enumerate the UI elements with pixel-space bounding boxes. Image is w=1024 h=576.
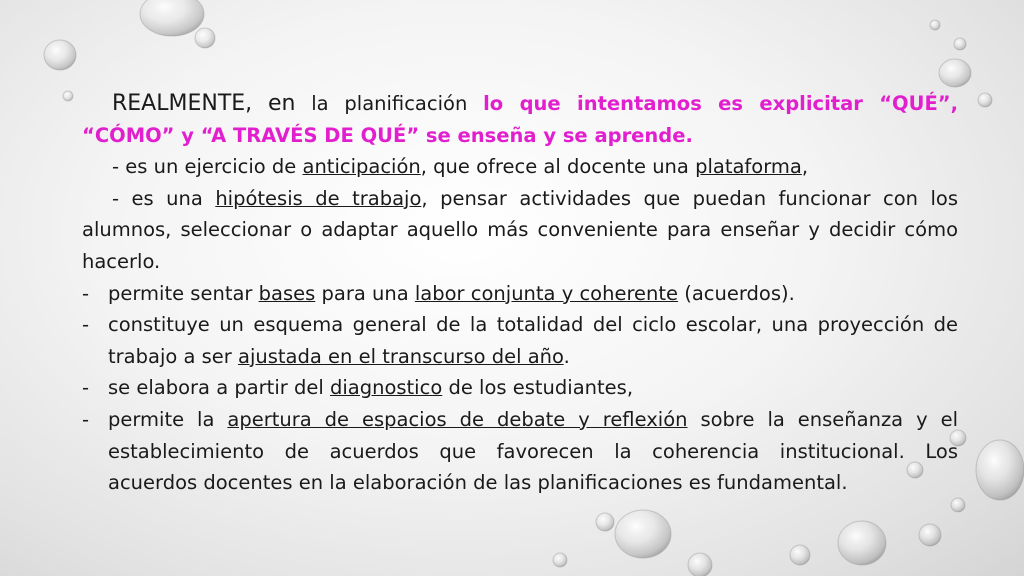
droplet bbox=[951, 498, 965, 512]
underlined-apertura: apertura de espacios de debate y reflexión bbox=[227, 407, 688, 431]
bullet-text bbox=[108, 309, 958, 372]
bullet-text bbox=[108, 372, 958, 404]
droplet bbox=[919, 524, 941, 546]
underlined-anticipacion: anticipación bbox=[302, 155, 421, 179]
highlight-text-2: “CÓMO” y “A TRAVÉS DE QUÉ” se enseña y se aprende. bbox=[82, 123, 693, 147]
bullet-dash: - bbox=[82, 376, 90, 400]
point-hipotesis-line-1 bbox=[82, 183, 958, 215]
droplet bbox=[63, 91, 73, 101]
intro-realmente: REALMENTE, bbox=[112, 91, 253, 116]
underlined-diagnostico: diagnostico bbox=[329, 376, 443, 400]
droplet bbox=[976, 440, 1024, 500]
underlined-hipotesis: hipótesis de trabajo bbox=[215, 186, 422, 210]
text-segment: (acuerdos). bbox=[684, 281, 795, 305]
point-hipotesis-line-2: alumnos, seleccionar o adaptar aquello más conveniente para enseñar y decidir cómo bbox=[82, 218, 958, 242]
text-segment: - es un ejercicio de bbox=[112, 155, 297, 179]
droplet bbox=[954, 38, 966, 50]
bullet-apertura-line-2: establecimiento de acuerdos que favorecen la coherencia institucional. Los bbox=[108, 439, 958, 463]
droplet bbox=[939, 59, 971, 87]
droplet bbox=[553, 553, 567, 567]
bullet-bases bbox=[82, 278, 958, 310]
droplet bbox=[978, 93, 992, 107]
underlined-ajustada: ajustada en el transcurso del año bbox=[238, 344, 564, 368]
bullet-text bbox=[108, 278, 958, 310]
text-segment: sobre la enseñanza y el bbox=[700, 407, 958, 431]
bullet-apertura-line-3: acuerdos docentes en la elaboración de las planificaciones es fundamental. bbox=[108, 471, 848, 495]
bullet-dash: - bbox=[82, 407, 90, 431]
droplet bbox=[195, 28, 215, 48]
text-segment: , pensar actividades que puedan funcionar con los bbox=[421, 186, 959, 210]
intro-line-1 bbox=[82, 88, 958, 120]
text-segment: permite la bbox=[108, 407, 215, 431]
droplet bbox=[44, 40, 76, 70]
droplet bbox=[615, 510, 671, 558]
bullet-dash: - bbox=[82, 281, 90, 305]
bullet-esquema-line-1: constituye un esquema general de la totalidad del ciclo escolar, una proyección de bbox=[108, 313, 958, 337]
bullet-esquema-line-2 bbox=[108, 341, 958, 373]
bullet-apertura-line-1 bbox=[108, 404, 958, 436]
underlined-labor-conjunta: labor conjunta y coherente bbox=[414, 281, 679, 305]
slide-body bbox=[82, 88, 958, 499]
droplet bbox=[688, 553, 712, 576]
text-segment: trabajo a ser bbox=[108, 344, 232, 368]
droplet bbox=[140, 0, 204, 36]
text-segment: - es una bbox=[112, 186, 203, 210]
droplet bbox=[790, 545, 810, 565]
droplet bbox=[930, 20, 940, 30]
bullet-apertura bbox=[82, 404, 958, 499]
text-segment: de los estudiantes, bbox=[448, 376, 634, 400]
bullet-esquema bbox=[82, 309, 958, 372]
bullet-text bbox=[108, 404, 958, 499]
text-segment: para una bbox=[321, 281, 409, 305]
bullet-dash: - bbox=[82, 313, 90, 337]
underlined-bases: bases bbox=[258, 281, 316, 305]
point-anticipacion bbox=[82, 151, 958, 183]
intro-planificacion: la planificación bbox=[311, 92, 468, 115]
text-segment: , que ofrece al docente una bbox=[420, 155, 689, 179]
droplet bbox=[838, 521, 886, 565]
text-segment: , bbox=[801, 155, 809, 179]
text-segment: se elabora a partir del bbox=[108, 376, 324, 400]
droplet bbox=[596, 513, 614, 531]
point-hipotesis-line-3: hacerlo. bbox=[82, 249, 161, 273]
text-segment: . bbox=[563, 344, 570, 368]
highlight-text-1: lo que intentamos es explicitar “QUÉ”, bbox=[483, 92, 959, 115]
intro-en: en bbox=[267, 91, 296, 116]
bullet-diagnostico bbox=[82, 372, 958, 404]
text-segment: permite sentar bbox=[108, 281, 253, 305]
underlined-plataforma: plataforma bbox=[695, 155, 802, 179]
